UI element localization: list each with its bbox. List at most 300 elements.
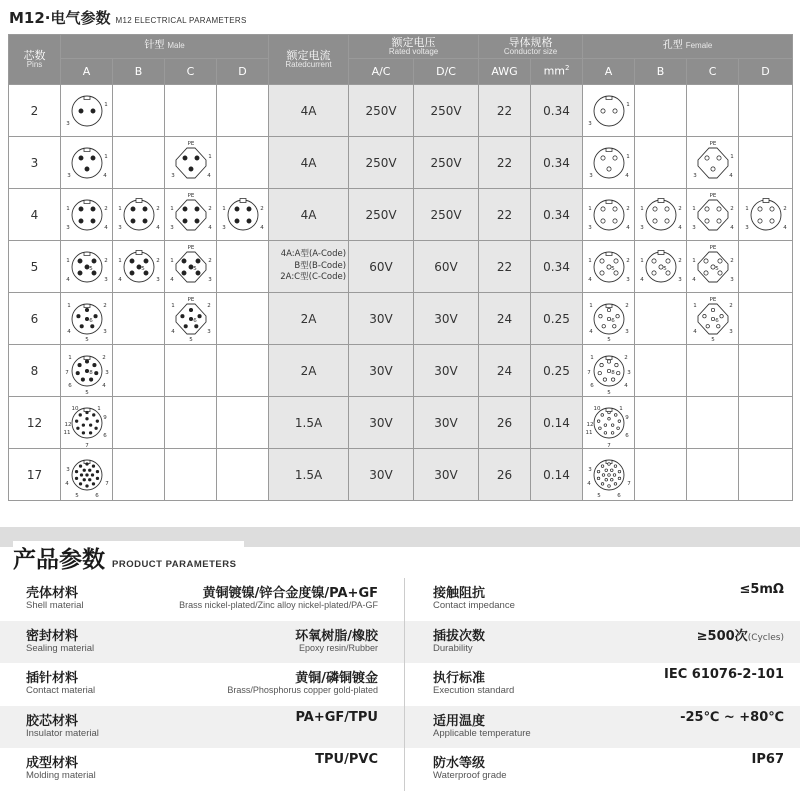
svg-text:4: 4 bbox=[65, 276, 70, 283]
female-a-cell bbox=[583, 397, 635, 449]
svg-text:1: 1 bbox=[744, 205, 749, 212]
svg-text:2: 2 bbox=[103, 257, 108, 264]
female-b-cell bbox=[635, 345, 687, 397]
svg-text:9: 9 bbox=[624, 414, 629, 421]
female-d-cell bbox=[739, 137, 793, 189]
male-c-cell bbox=[165, 345, 217, 397]
male-4-pin-diagram-icon bbox=[116, 191, 162, 239]
svg-text:3: 3 bbox=[588, 172, 593, 179]
svg-text:3: 3 bbox=[587, 224, 592, 231]
current-code-cell bbox=[269, 241, 349, 293]
female-b-cell bbox=[635, 85, 687, 137]
female-d-cell bbox=[739, 293, 793, 345]
female-d-cell bbox=[739, 241, 793, 293]
pins-cell: 4 bbox=[9, 189, 61, 241]
current-cell: 4A bbox=[269, 189, 349, 241]
parameter-right bbox=[404, 748, 800, 791]
svg-text:2: 2 bbox=[625, 205, 630, 212]
svg-text:2: 2 bbox=[207, 205, 212, 212]
male-c-cell bbox=[165, 397, 217, 449]
header-male-b: B bbox=[113, 59, 165, 85]
current-cell: 4A bbox=[269, 137, 349, 189]
male-17-pin-diagram-icon bbox=[64, 451, 110, 499]
female-b-cell bbox=[635, 293, 687, 345]
svg-text:3: 3 bbox=[155, 276, 160, 283]
svg-text:PE: PE bbox=[709, 140, 716, 147]
female-5-pin-diagram-icon bbox=[690, 243, 736, 291]
male-b-cell bbox=[113, 189, 165, 241]
female-c-cell bbox=[687, 293, 739, 345]
svg-text:1: 1 bbox=[587, 257, 592, 264]
svg-text:4: 4 bbox=[64, 480, 69, 487]
param-label-en: Insulator material bbox=[26, 727, 99, 739]
awg-cell: 22 bbox=[479, 85, 531, 137]
svg-text:2: 2 bbox=[155, 205, 160, 212]
mm2-cell: 0.25 bbox=[531, 293, 583, 345]
voltage-dc-cell: 60V bbox=[414, 241, 479, 293]
svg-text:6: 6 bbox=[67, 382, 72, 389]
param-value-unit: (Cycles) bbox=[747, 632, 784, 643]
svg-text:1: 1 bbox=[691, 205, 696, 212]
table-row bbox=[9, 189, 793, 241]
male-a-cell bbox=[61, 189, 113, 241]
pins-cell: 8 bbox=[9, 345, 61, 397]
svg-text:1: 1 bbox=[67, 354, 72, 361]
male-c-cell bbox=[165, 137, 217, 189]
svg-text:PE: PE bbox=[709, 244, 716, 251]
male-d-cell bbox=[217, 189, 269, 241]
svg-text:10: 10 bbox=[71, 405, 78, 412]
female-a-cell bbox=[583, 241, 635, 293]
svg-text:4: 4 bbox=[207, 224, 212, 231]
param-label-cn: 接触阻抗 bbox=[433, 586, 486, 601]
voltage-dc-cell: 30V bbox=[414, 397, 479, 449]
svg-text:4: 4 bbox=[692, 328, 697, 335]
male-a-cell bbox=[61, 397, 113, 449]
svg-text:2: 2 bbox=[729, 257, 734, 264]
voltage-ac-cell: 30V bbox=[349, 449, 414, 501]
svg-text:2: 2 bbox=[623, 354, 628, 361]
svg-text:3: 3 bbox=[207, 276, 212, 283]
param-value-main: ≤5mΩ bbox=[739, 582, 784, 597]
svg-text:3: 3 bbox=[104, 369, 109, 376]
param-label-cn: 执行标准 bbox=[433, 671, 486, 686]
svg-text:3: 3 bbox=[692, 172, 697, 179]
svg-text:2: 2 bbox=[102, 302, 107, 309]
param-label-en: Durability bbox=[433, 642, 473, 654]
svg-text:PE: PE bbox=[187, 244, 194, 251]
svg-text:PE: PE bbox=[709, 192, 716, 199]
awg-cell: 26 bbox=[479, 397, 531, 449]
female-b-cell bbox=[635, 189, 687, 241]
svg-text:2: 2 bbox=[101, 354, 106, 361]
male-a-cell bbox=[61, 85, 113, 137]
male-6-pin-diagram-icon bbox=[168, 295, 214, 343]
mm2-cell: 0.25 bbox=[531, 345, 583, 397]
svg-text:4: 4 bbox=[587, 276, 592, 283]
svg-text:2: 2 bbox=[206, 302, 211, 309]
female-4-pin-diagram-icon bbox=[586, 191, 632, 239]
svg-text:3: 3 bbox=[587, 466, 592, 473]
male-d-cell bbox=[217, 397, 269, 449]
male-c-cell bbox=[165, 293, 217, 345]
female-3-pin-diagram-icon bbox=[690, 139, 736, 187]
param-label-cn: 胶芯材料 bbox=[26, 713, 79, 729]
svg-text:1: 1 bbox=[625, 153, 630, 160]
parameter-row bbox=[0, 748, 800, 791]
female-c-cell bbox=[687, 345, 739, 397]
svg-text:2: 2 bbox=[677, 257, 682, 264]
female-c-cell bbox=[687, 397, 739, 449]
svg-text:1: 1 bbox=[65, 205, 70, 212]
voltage-ac-cell: 30V bbox=[349, 345, 414, 397]
mm2-cell: 0.14 bbox=[531, 397, 583, 449]
parameter-right bbox=[404, 578, 800, 621]
male-b-cell bbox=[113, 137, 165, 189]
svg-text:4: 4 bbox=[624, 172, 629, 179]
svg-text:4: 4 bbox=[677, 224, 682, 231]
awg-cell: 22 bbox=[479, 241, 531, 293]
svg-text:2: 2 bbox=[728, 302, 733, 309]
svg-text:1: 1 bbox=[117, 257, 122, 264]
male-3-pin-diagram-icon bbox=[168, 139, 214, 187]
electrical-parameters-table bbox=[8, 34, 793, 501]
svg-text:4: 4 bbox=[639, 276, 644, 283]
pins-cell: 6 bbox=[9, 293, 61, 345]
svg-text:PE: PE bbox=[187, 296, 194, 303]
svg-text:1: 1 bbox=[169, 205, 174, 212]
svg-text:4: 4 bbox=[729, 224, 734, 231]
svg-text:12: 12 bbox=[64, 421, 71, 428]
current-cell: 1.5A bbox=[269, 449, 349, 501]
voltage-dc-cell: 250V bbox=[414, 189, 479, 241]
product-parameters-title bbox=[13, 541, 244, 574]
param-value-main: IP67 bbox=[751, 752, 784, 767]
svg-text:3: 3 bbox=[728, 328, 733, 335]
parameter-row bbox=[0, 706, 800, 749]
svg-text:6: 6 bbox=[102, 432, 107, 439]
voltage-dc-cell: 30V bbox=[414, 345, 479, 397]
param-label-en: Applicable temperature bbox=[433, 727, 531, 739]
svg-text:6: 6 bbox=[610, 317, 615, 324]
header-conductor: 导体规格 Conductor size bbox=[479, 35, 583, 59]
current-code-line: 4A:A型(A-Code) bbox=[280, 249, 347, 260]
female-d-cell bbox=[739, 449, 793, 501]
svg-text:2: 2 bbox=[207, 257, 212, 264]
voltage-ac-cell: 250V bbox=[349, 137, 414, 189]
svg-text:PE: PE bbox=[709, 296, 716, 303]
svg-text:4: 4 bbox=[102, 172, 107, 179]
current-cell: 4A bbox=[269, 85, 349, 137]
svg-text:1: 1 bbox=[639, 205, 644, 212]
header-female-a: A bbox=[583, 59, 635, 85]
header-mm2: $mm^2$ bbox=[531, 59, 583, 85]
male-5-pin-diagram-icon bbox=[64, 243, 110, 291]
param-value-cn: 环氧树脂/橡胶 bbox=[295, 628, 378, 644]
male-b-cell bbox=[113, 241, 165, 293]
female-a-cell bbox=[583, 137, 635, 189]
header-female-b: B bbox=[635, 59, 687, 85]
parameter-right bbox=[404, 706, 800, 749]
param-value-main: ≥500次 bbox=[696, 628, 748, 644]
svg-text:9: 9 bbox=[102, 414, 107, 421]
title-subtitle: M12 ELECTRICAL PARAMETERS bbox=[115, 16, 247, 25]
svg-text:4: 4 bbox=[103, 224, 108, 231]
male-3-pin-diagram-icon bbox=[64, 139, 110, 187]
header-awg: AWG bbox=[479, 59, 531, 85]
page-title bbox=[9, 7, 247, 29]
mm2-cell: 0.34 bbox=[531, 189, 583, 241]
svg-text:6: 6 bbox=[624, 432, 629, 439]
current-code-line: 2A:C型(C-Code) bbox=[280, 272, 347, 283]
param-label-en: Execution standard bbox=[433, 685, 515, 696]
svg-text:2: 2 bbox=[625, 257, 630, 264]
svg-text:4: 4 bbox=[169, 276, 174, 283]
param-label-cn: 防水等级 bbox=[433, 756, 486, 771]
voltage-dc-cell: 30V bbox=[414, 293, 479, 345]
svg-text:3: 3 bbox=[169, 224, 174, 231]
male-c-cell bbox=[165, 449, 217, 501]
header-current: 额定电流 Ratedcurrent bbox=[269, 35, 349, 85]
female-b-cell bbox=[635, 397, 687, 449]
male-5-pin-diagram-icon bbox=[168, 243, 214, 291]
param-value-cn: 黄铜/磷铜镀金 bbox=[295, 671, 378, 686]
male-4-pin-diagram-icon bbox=[168, 191, 214, 239]
param-label-cn: 壳体材料 bbox=[26, 586, 79, 601]
param-label-en: Waterproof grade bbox=[433, 770, 507, 781]
male-c-cell bbox=[165, 85, 217, 137]
pins-cell: 12 bbox=[9, 397, 61, 449]
svg-text:5: 5 bbox=[662, 265, 667, 272]
female-12-pin-diagram-icon bbox=[586, 399, 632, 447]
male-d-cell bbox=[217, 293, 269, 345]
svg-text:3: 3 bbox=[66, 172, 71, 179]
parameter-left bbox=[0, 578, 404, 621]
param-value-en: Epoxy resin/Rubber bbox=[298, 642, 378, 653]
female-a-cell bbox=[583, 345, 635, 397]
header-ac: A/C bbox=[349, 59, 414, 85]
female-c-cell bbox=[687, 85, 739, 137]
male-a-cell bbox=[61, 449, 113, 501]
male-c-cell bbox=[165, 189, 217, 241]
svg-text:3: 3 bbox=[65, 466, 70, 473]
svg-text:1: 1 bbox=[588, 302, 593, 309]
table-row bbox=[9, 85, 793, 137]
awg-cell: 24 bbox=[479, 345, 531, 397]
male-b-cell bbox=[113, 397, 165, 449]
pins-cell: 5 bbox=[9, 241, 61, 293]
svg-text:2: 2 bbox=[782, 205, 787, 212]
param-value bbox=[739, 582, 784, 597]
param-value-en: Brass nickel-plated/Zinc alloy nickel-plated/PA-GF bbox=[179, 600, 378, 610]
male-5-pin-diagram-icon bbox=[116, 243, 162, 291]
svg-text:3: 3 bbox=[587, 120, 592, 127]
male-a-cell bbox=[61, 241, 113, 293]
female-5-pin-diagram-icon bbox=[638, 243, 684, 291]
svg-text:6: 6 bbox=[88, 317, 93, 324]
svg-text:1: 1 bbox=[170, 302, 175, 309]
svg-text:3: 3 bbox=[65, 120, 70, 127]
svg-text:1: 1 bbox=[589, 354, 594, 361]
header-male-d: D bbox=[217, 59, 269, 85]
svg-text:3: 3 bbox=[206, 328, 211, 335]
male-4-pin-diagram-icon bbox=[220, 191, 266, 239]
awg-cell: 22 bbox=[479, 137, 531, 189]
svg-text:PE: PE bbox=[187, 192, 194, 199]
svg-text:PE: PE bbox=[187, 140, 194, 147]
mm2-cell: 0.14 bbox=[531, 449, 583, 501]
female-a-cell bbox=[583, 449, 635, 501]
header-male-c: C bbox=[165, 59, 217, 85]
title-main: M12·电气参数 bbox=[9, 9, 111, 27]
svg-text:4: 4 bbox=[259, 224, 264, 231]
svg-text:2: 2 bbox=[259, 205, 264, 212]
voltage-ac-cell: 30V bbox=[349, 293, 414, 345]
female-b-cell bbox=[635, 449, 687, 501]
parameter-right bbox=[404, 663, 800, 706]
pins-cell: 2 bbox=[9, 85, 61, 137]
parameter-left bbox=[0, 748, 404, 791]
svg-text:5: 5 bbox=[74, 492, 79, 499]
param-value-main: IEC 61076-2-101 bbox=[664, 667, 784, 682]
voltage-ac-cell: 30V bbox=[349, 397, 414, 449]
svg-text:5: 5 bbox=[710, 336, 715, 343]
voltage-ac-cell: 60V bbox=[349, 241, 414, 293]
female-a-cell bbox=[583, 189, 635, 241]
male-2-pin-diagram-icon bbox=[64, 87, 110, 135]
header-male-a: A bbox=[61, 59, 113, 85]
svg-text:1: 1 bbox=[103, 153, 108, 160]
param-value-en: Brass/Phosphorus copper gold-plated bbox=[227, 685, 378, 695]
svg-text:2: 2 bbox=[624, 302, 629, 309]
product-title-en: PRODUCT PARAMETERS bbox=[112, 559, 237, 570]
svg-text:7: 7 bbox=[606, 442, 611, 447]
female-c-cell bbox=[687, 449, 739, 501]
voltage-dc-cell: 30V bbox=[414, 449, 479, 501]
pins-cell: 3 bbox=[9, 137, 61, 189]
param-label-en: Sealing material bbox=[26, 642, 95, 654]
svg-text:6: 6 bbox=[589, 382, 594, 389]
svg-text:3: 3 bbox=[625, 276, 630, 283]
awg-cell: 24 bbox=[479, 293, 531, 345]
param-label-en: Contact impedance bbox=[433, 600, 515, 611]
svg-text:4: 4 bbox=[586, 480, 591, 487]
parameter-right bbox=[404, 621, 800, 664]
param-label-en: Molding material bbox=[26, 770, 96, 781]
male-a-cell bbox=[61, 293, 113, 345]
svg-text:3: 3 bbox=[103, 276, 108, 283]
param-label-cn: 插针材料 bbox=[26, 671, 79, 686]
female-b-cell bbox=[635, 241, 687, 293]
svg-text:7: 7 bbox=[626, 480, 631, 487]
svg-text:10: 10 bbox=[593, 405, 601, 412]
svg-text:4: 4 bbox=[782, 224, 787, 231]
header-male: 针型 Male bbox=[61, 35, 269, 59]
male-d-cell bbox=[217, 241, 269, 293]
female-c-cell bbox=[687, 241, 739, 293]
param-value bbox=[752, 752, 784, 767]
male-a-cell bbox=[61, 137, 113, 189]
pins-cell: 17 bbox=[9, 449, 61, 501]
svg-text:1: 1 bbox=[729, 153, 734, 160]
svg-text:7: 7 bbox=[104, 480, 109, 487]
parameter-left bbox=[0, 663, 404, 706]
svg-text:4: 4 bbox=[101, 382, 106, 389]
svg-text:6: 6 bbox=[616, 492, 621, 499]
param-value bbox=[697, 625, 784, 644]
female-4-pin-diagram-icon bbox=[638, 191, 684, 239]
awg-cell: 26 bbox=[479, 449, 531, 501]
female-4-pin-diagram-icon bbox=[690, 191, 736, 239]
svg-text:5: 5 bbox=[596, 492, 601, 499]
svg-text:5: 5 bbox=[84, 336, 89, 343]
female-6-pin-diagram-icon bbox=[586, 295, 632, 343]
svg-text:3: 3 bbox=[639, 224, 644, 231]
param-label-cn: 密封材料 bbox=[26, 628, 79, 644]
svg-text:3: 3 bbox=[221, 224, 226, 231]
female-a-cell bbox=[583, 293, 635, 345]
svg-text:2: 2 bbox=[729, 205, 734, 212]
header-female-c: C bbox=[687, 59, 739, 85]
male-d-cell bbox=[217, 137, 269, 189]
svg-text:5: 5 bbox=[606, 389, 611, 395]
svg-text:4: 4 bbox=[170, 328, 175, 335]
female-d-cell bbox=[739, 189, 793, 241]
female-3-pin-diagram-icon bbox=[586, 139, 632, 187]
table-row bbox=[9, 345, 793, 397]
param-value bbox=[664, 667, 784, 682]
svg-text:7: 7 bbox=[586, 369, 591, 376]
svg-text:3: 3 bbox=[729, 276, 734, 283]
header-female: 孔型 Female bbox=[583, 35, 793, 59]
male-12-pin-diagram-icon bbox=[64, 399, 110, 447]
svg-text:6: 6 bbox=[714, 317, 719, 324]
svg-text:5: 5 bbox=[140, 265, 145, 272]
male-b-cell bbox=[113, 449, 165, 501]
svg-text:6: 6 bbox=[94, 492, 99, 499]
female-a-cell bbox=[583, 85, 635, 137]
mm2-cell: 0.34 bbox=[531, 137, 583, 189]
table-row bbox=[9, 397, 793, 449]
header-voltage: 额定电压 Rated voltage bbox=[349, 35, 479, 59]
product-parameters-list bbox=[0, 578, 800, 791]
female-d-cell bbox=[739, 85, 793, 137]
female-c-cell bbox=[687, 137, 739, 189]
svg-text:4: 4 bbox=[625, 224, 630, 231]
svg-text:5: 5 bbox=[606, 336, 611, 343]
param-label-cn: 适用温度 bbox=[433, 713, 486, 729]
param-label-cn: 插拔次数 bbox=[433, 628, 486, 644]
svg-text:4: 4 bbox=[728, 172, 733, 179]
male-d-cell bbox=[217, 85, 269, 137]
female-b-cell bbox=[635, 137, 687, 189]
svg-text:1: 1 bbox=[103, 101, 108, 108]
table-row bbox=[9, 241, 793, 293]
svg-text:1: 1 bbox=[625, 101, 630, 108]
male-b-cell bbox=[113, 345, 165, 397]
svg-text:11: 11 bbox=[585, 429, 593, 436]
current-code-line: B型(B-Code) bbox=[294, 260, 347, 271]
svg-text:7: 7 bbox=[64, 369, 69, 376]
svg-text:4: 4 bbox=[588, 328, 593, 335]
parameter-row bbox=[0, 621, 800, 664]
female-5-pin-diagram-icon bbox=[586, 243, 632, 291]
svg-text:1: 1 bbox=[691, 257, 696, 264]
voltage-ac-cell: 250V bbox=[349, 189, 414, 241]
svg-text:1: 1 bbox=[692, 302, 697, 309]
parameter-row bbox=[0, 663, 800, 706]
male-a-cell bbox=[61, 345, 113, 397]
